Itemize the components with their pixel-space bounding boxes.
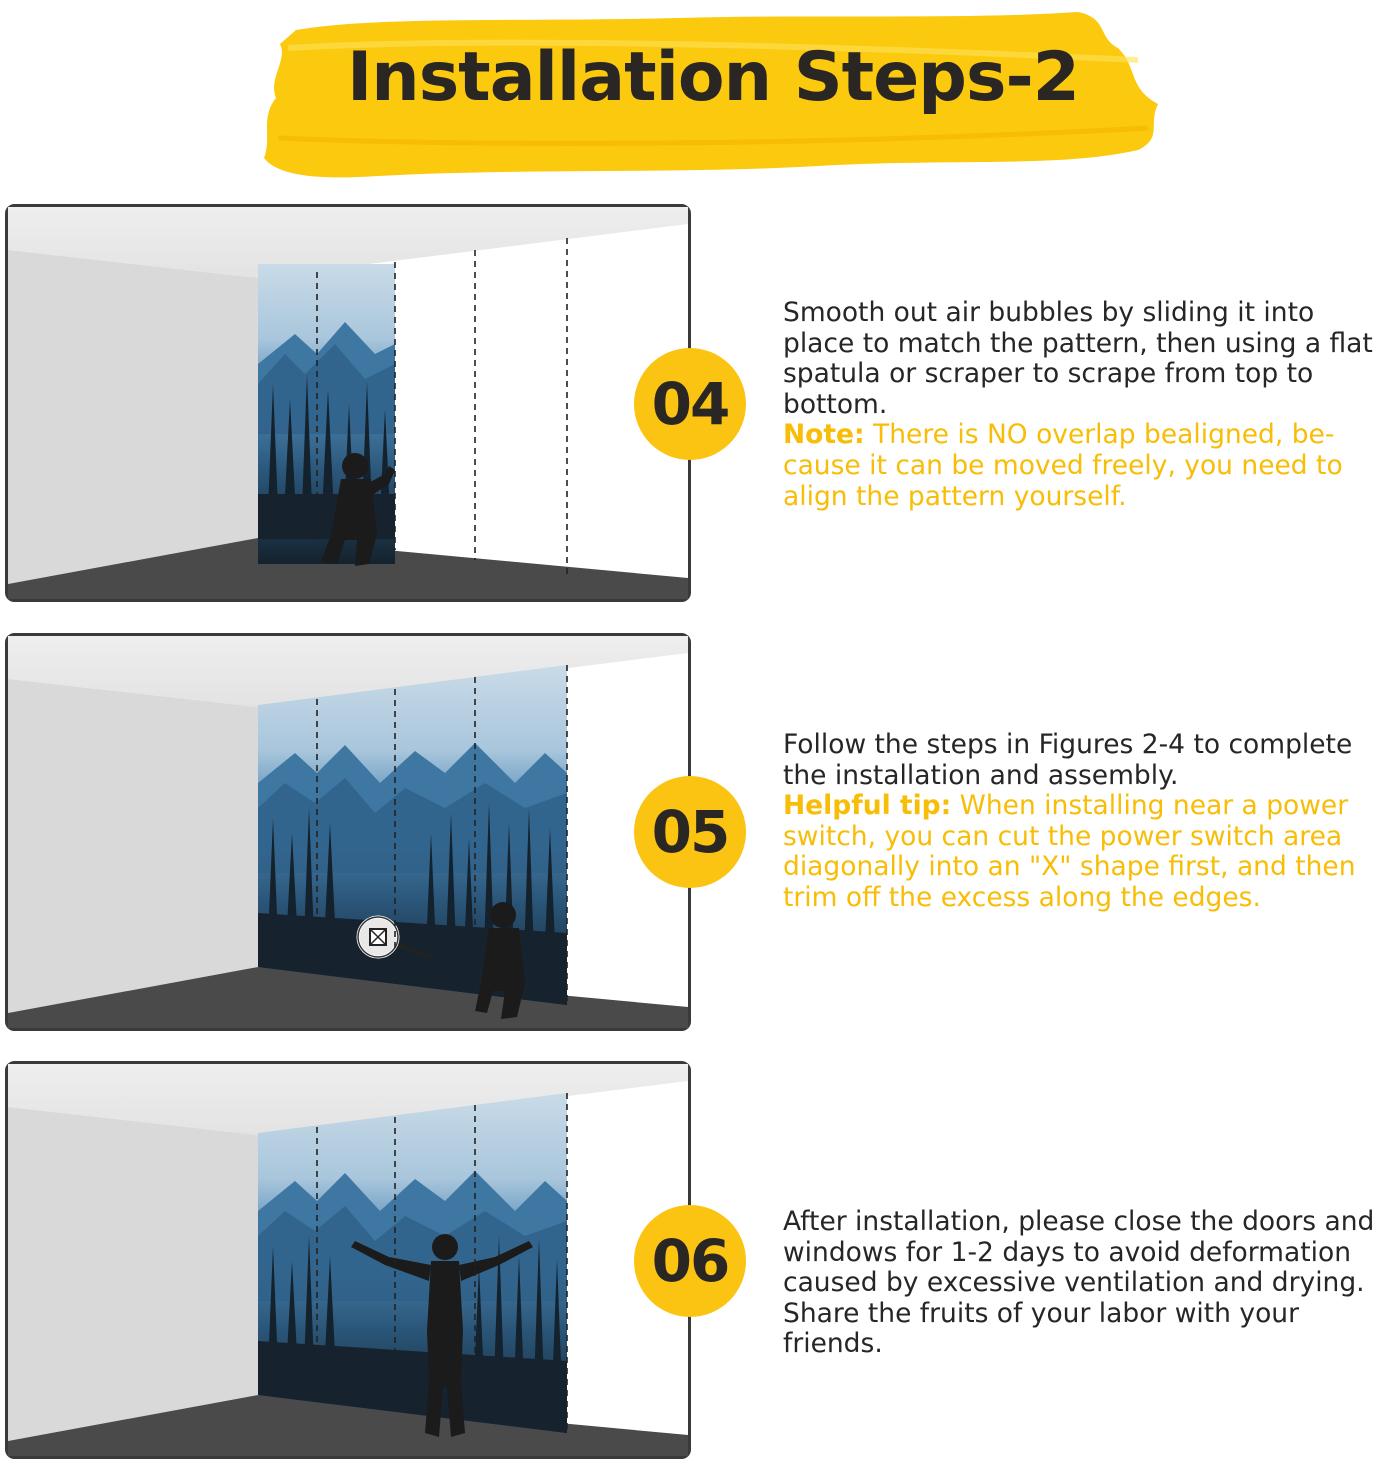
step-06-description	[783, 1207, 1385, 1360]
title-banner	[258, 8, 1168, 184]
page-title: Installation Steps-2	[347, 38, 1079, 117]
step-05-tip	[783, 791, 1385, 913]
tip-label: Helpful tip:	[783, 790, 952, 822]
step-05-description	[783, 730, 1385, 914]
step-04-description	[783, 298, 1385, 512]
note-label: Note:	[783, 419, 865, 451]
step-04-note	[783, 420, 1385, 512]
step-06-text-2: Share the fruits of your labor with your friends.	[783, 1297, 1299, 1360]
step-04-text: Smooth out air bubbles by sliding it into place to match the pattern, then using a flat spatula or scraper to scrape from top to bottom.	[783, 297, 1373, 420]
step-04-illustration	[5, 204, 691, 602]
step-badge-04: 04	[634, 348, 746, 460]
step-06-illustration	[5, 1061, 691, 1459]
step-05-illustration	[5, 633, 691, 1031]
step-06-text: After installation, please close the doors and windows for 1-2 days to avoid deformation caused by excessive ventilation and drying.	[783, 1206, 1375, 1299]
step-badge-05: 05	[634, 776, 746, 888]
tip-text: When installing near a power switch, you can cut the power switch area diagonally into an "X" shape first, and then trim off the excess along the edges.	[783, 790, 1356, 913]
step-badge-06: 06	[634, 1205, 746, 1317]
step-05-text: Follow the steps in Figures 2-4 to complete the installation and assembly.	[783, 729, 1353, 791]
note-text: There is NO overlap bealigned, be-cause it can be moved freely, you need to align the pattern yourself.	[783, 419, 1343, 512]
